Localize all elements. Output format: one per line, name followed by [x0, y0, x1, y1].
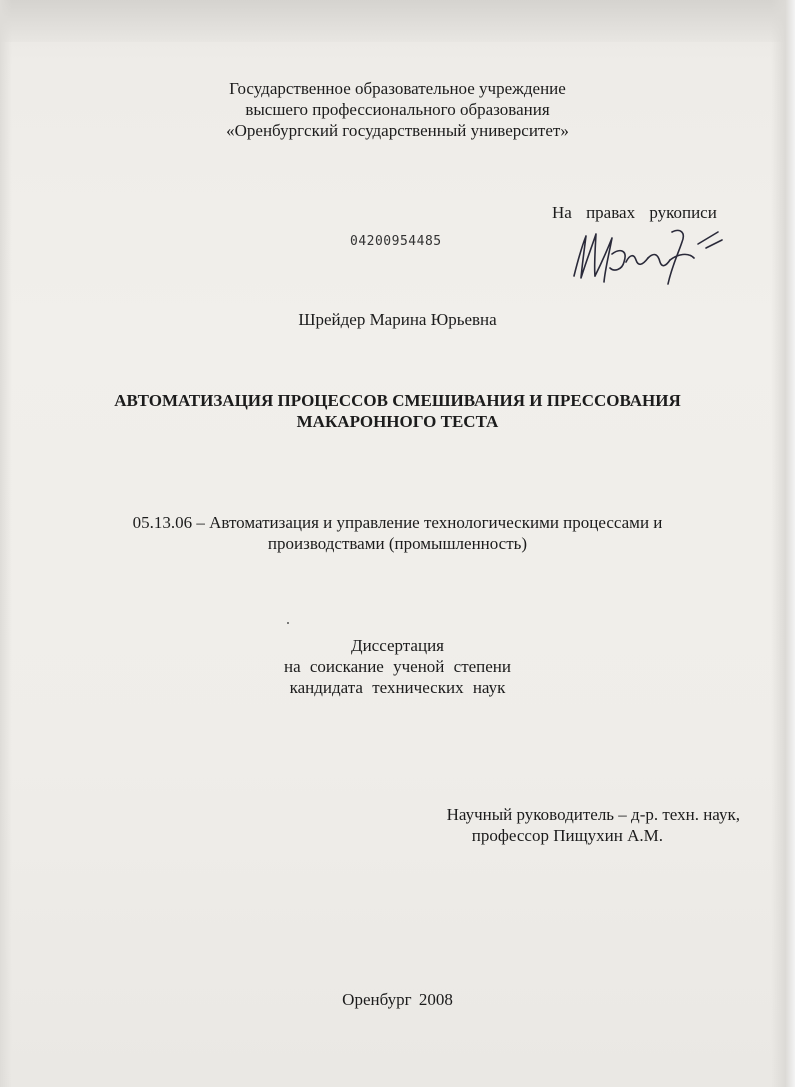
city-year: Оренбург 2008: [342, 990, 453, 1009]
institution-header: [0, 78, 795, 141]
serial-number: 04200954485: [350, 234, 442, 249]
scan-shadow-top: [0, 0, 795, 42]
rights-note: На правах рукописи: [552, 203, 717, 222]
specialty-line-1: 05.13.06 – Автоматизация и управление технологическими процессами и: [132, 513, 663, 532]
dissertation-type: [0, 635, 795, 698]
title-line-2: МАКАРОННОГО ТЕСТА: [296, 412, 499, 431]
scientific-adviser: [380, 804, 740, 846]
dissertation-line-2: на соискание ученой степени: [283, 657, 512, 676]
dissertation-line-3: кандидата технических наук: [289, 678, 506, 697]
institution-line-1: Государственное образовательное учреждение: [229, 79, 566, 98]
signature-image: [568, 218, 728, 288]
scan-speck: [287, 622, 289, 624]
specialty-line-2: производствами (промышленность): [267, 534, 528, 553]
dissertation-line-1: Диссертация: [350, 636, 444, 655]
dissertation-title: [0, 390, 795, 432]
institution-line-3: «Оренбургский государственный университет»: [226, 121, 569, 140]
author-name: Шрейдер Марина Юрьевна: [298, 310, 497, 329]
title-line-1: АВТОМАТИЗАЦИЯ ПРОЦЕССОВ СМЕШИВАНИЯ И ПРЕССОВАНИЯ: [114, 391, 681, 410]
adviser-line-2: профессор Пищухин А.М.: [471, 826, 663, 845]
institution-line-2: высшего профессионального образования: [245, 100, 550, 119]
specialty: [0, 512, 795, 554]
adviser-line-1: Научный руководитель – д-р. техн. наук,: [446, 805, 740, 824]
